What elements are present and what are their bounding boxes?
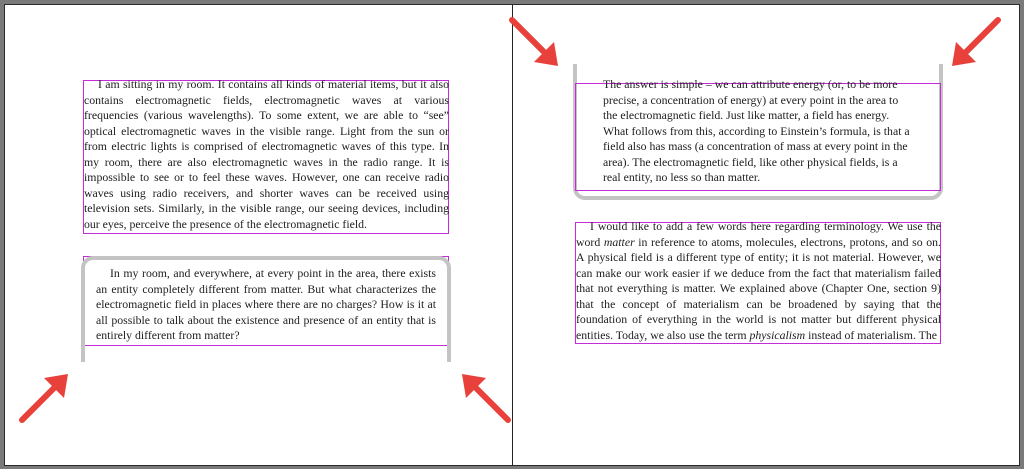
arrow-down-right-icon <box>504 12 564 72</box>
right-para-part1: I would like to add a few words here regarding terminology. We use the word <box>576 219 941 249</box>
right-callout-text: The answer is simple – we can attribute energy (or, to be more precise, a concentration of energy) at every point in the area to the electromagnetic field. Just like matter, a field has energy. What follows from this, according to Einstein’s formula, is that a field also has mass (a concentration of mass at every point in the area). The electromagnetic field, like other physical fields, is a real entity, no less so than matter. <box>603 77 910 184</box>
right-para-italic-matter: matter <box>603 234 635 249</box>
right-para-part3: instead of materialism. The <box>805 327 937 342</box>
arrow-up-right-icon <box>14 368 74 428</box>
arrow-down-left-icon <box>946 12 1006 72</box>
left-callout-text: In my room, and everywhere, at every point in the area, there exists an entity completely different from matter. But what characterizes the electromagnetic field in places where there are no charges? How is it at all possible to talk about the existence and presence of an entity that is entirely different from matter? <box>96 266 436 342</box>
arrow-up-left-icon <box>456 368 516 428</box>
right-para-part2: in reference to atoms, molecules, electrons, protons, and so on. A physical field is a different type of entity; it is not material. However, we can make our work easier if we deduce from the fact that materialism failed that not everything is matter. We explained above (Chapter One, section 9) that the concept of materialism can be broadened by saying that the foundation of everything in the world is not matter but different physical entities. Today, we also use the term <box>576 234 941 342</box>
right-para-italic-physicalism: physicalism <box>749 327 806 342</box>
left-main-paragraph: I am sitting in my room. It contains all kinds of material items, but it also contains electromagnetic fields, electromagnetic waves at various frequencies (various wavelengths). To some extent, we are able to “see” optical electromagnetic waves in the visible range. Light from the sun or from electric lights is comprised of electromagnetic waves of this type. In my room, there are also electromagnetic waves in the radio range. It is impossible to see or to feel these waves. However, one can receive radio waves using radio receivers, and shorter waves can be received using television sets. Similarly, in the visible range, our seeing devices, including our eyes, perceive the presence of the electromagnetic field. <box>84 77 449 231</box>
right-main-paragraph <box>576 219 941 345</box>
